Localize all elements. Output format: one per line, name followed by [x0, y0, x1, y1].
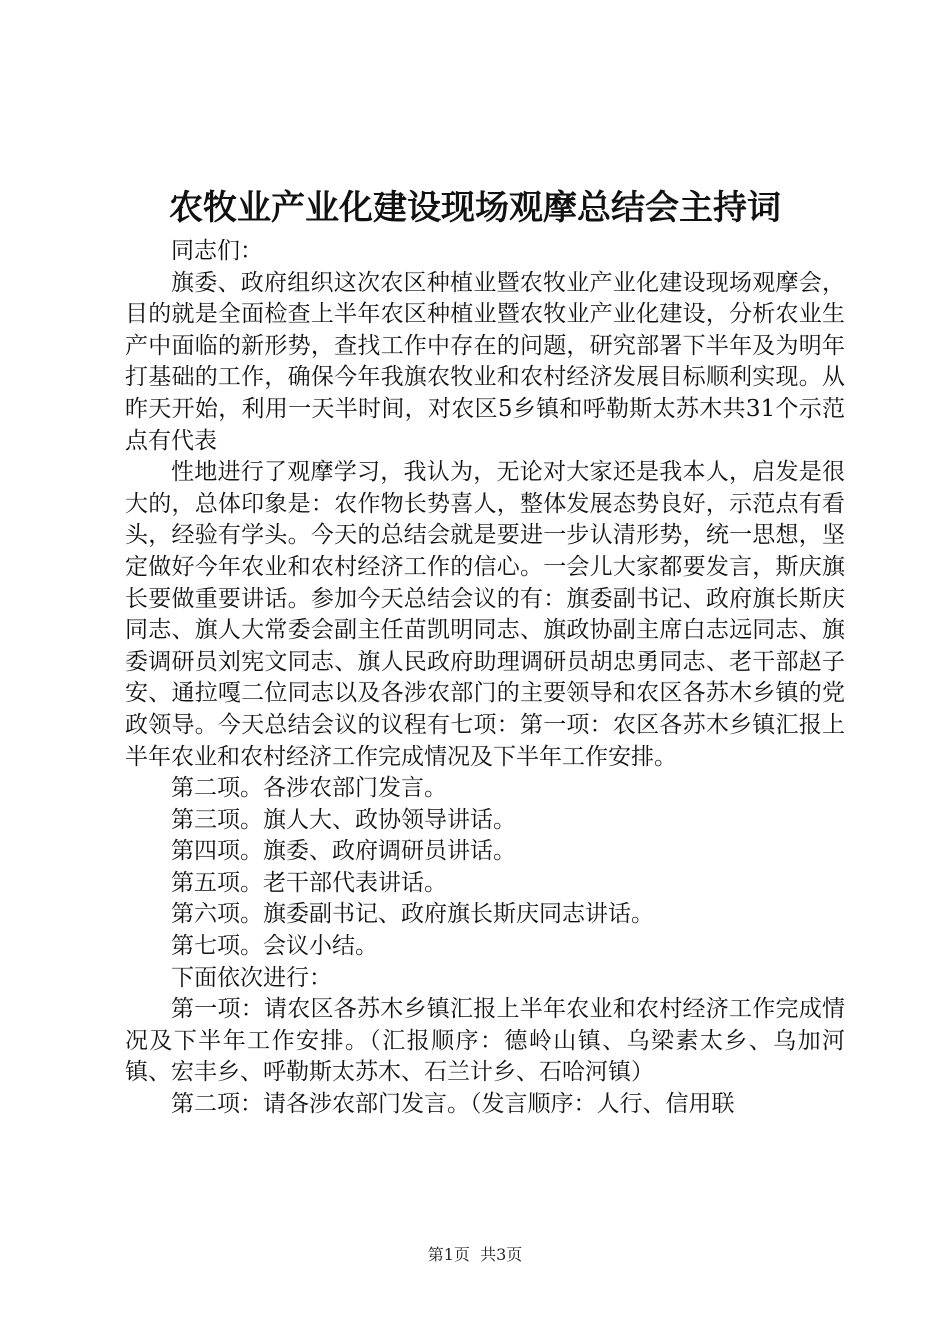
salutation-paragraph: 同志们： — [171, 238, 263, 264]
body-paragraph: 第一项：请农区各苏木乡镇汇报上半年农业和农村经济工作完成情况及下半年工作安排。（汇报顺序：德岭山镇、乌梁素太乡、乌加河镇、宏丰乡、呼勒斯太苏木、石兰计乡、石哈河镇） — [125, 996, 845, 1086]
page-number: 第1页 — [427, 1245, 470, 1264]
document-body — [125, 236, 845, 1121]
agenda-item: 第五项。老干部代表讲话。 — [171, 869, 447, 896]
agenda-item: 第三项。旗人大、政协领导讲话。 — [171, 806, 516, 833]
page-total: 共3页 — [480, 1245, 523, 1264]
body-paragraph: 性地进行了观摩学习，我认为，无论对大家还是我本人，启发是很大的，总体印象是：农作物长势喜人，整体发展态势良好，示范点有看头，经验有学头。今天的总结会就是要进一步认清形势，统一思想，坚定做好今年农业和农村经济工作的信心。一会儿大家都要发言，斯庆旗长要做重要讲话。参加今天总结会议的有：旗委副书记、政府旗长斯庆同志、旗人大常委会副主任苗凯明同志、旗政协副主席白志远同志、旗委调研员刘宪文同志、旗人民政府助理调研员胡忠勇同志、老干部赵子安、通拉嘎二位同志以及各涉农部门的主要领导和农区各苏木乡镇的党政领导。今天总结会议的议程有七项：第一项：农区各苏木乡镇汇报上半年农业和农村经济工作完成情况及下半年工作安排。 — [125, 459, 845, 770]
page-footer — [0, 1245, 950, 1265]
agenda-item: 第二项。各涉农部门发言。 — [171, 775, 447, 802]
body-paragraph: 下面依次进行： — [171, 964, 332, 991]
body-paragraph: 旗委、政府组织这次农区种植业暨农牧业产业化建设现场观摩会，目的就是全面检查上半年农区种植业暨农牧业产业化建设，分析农业生产中面临的新形势，查找工作中存在的问题，研究部署下半年及为明年打基础的工作，确保今年我旗农牧业和农村经济发展目标顺利实现。从昨天开始，利用一天半时间，对农区5乡镇和呼勒斯太苏木共31个示范点有代表 — [125, 269, 845, 454]
agenda-item: 第四项。旗委、政府调研员讲话。 — [171, 838, 516, 865]
agenda-item: 第七项。会议小结。 — [171, 933, 378, 960]
body-paragraph: 第二项：请各涉农部门发言。（发言顺序：人行、信用联 — [171, 1091, 735, 1118]
agenda-item: 第六项。旗委副书记、政府旗长斯庆同志讲话。 — [171, 901, 654, 928]
document-title: 农牧业产业化建设现场观摩总结会主持词 — [169, 188, 781, 228]
